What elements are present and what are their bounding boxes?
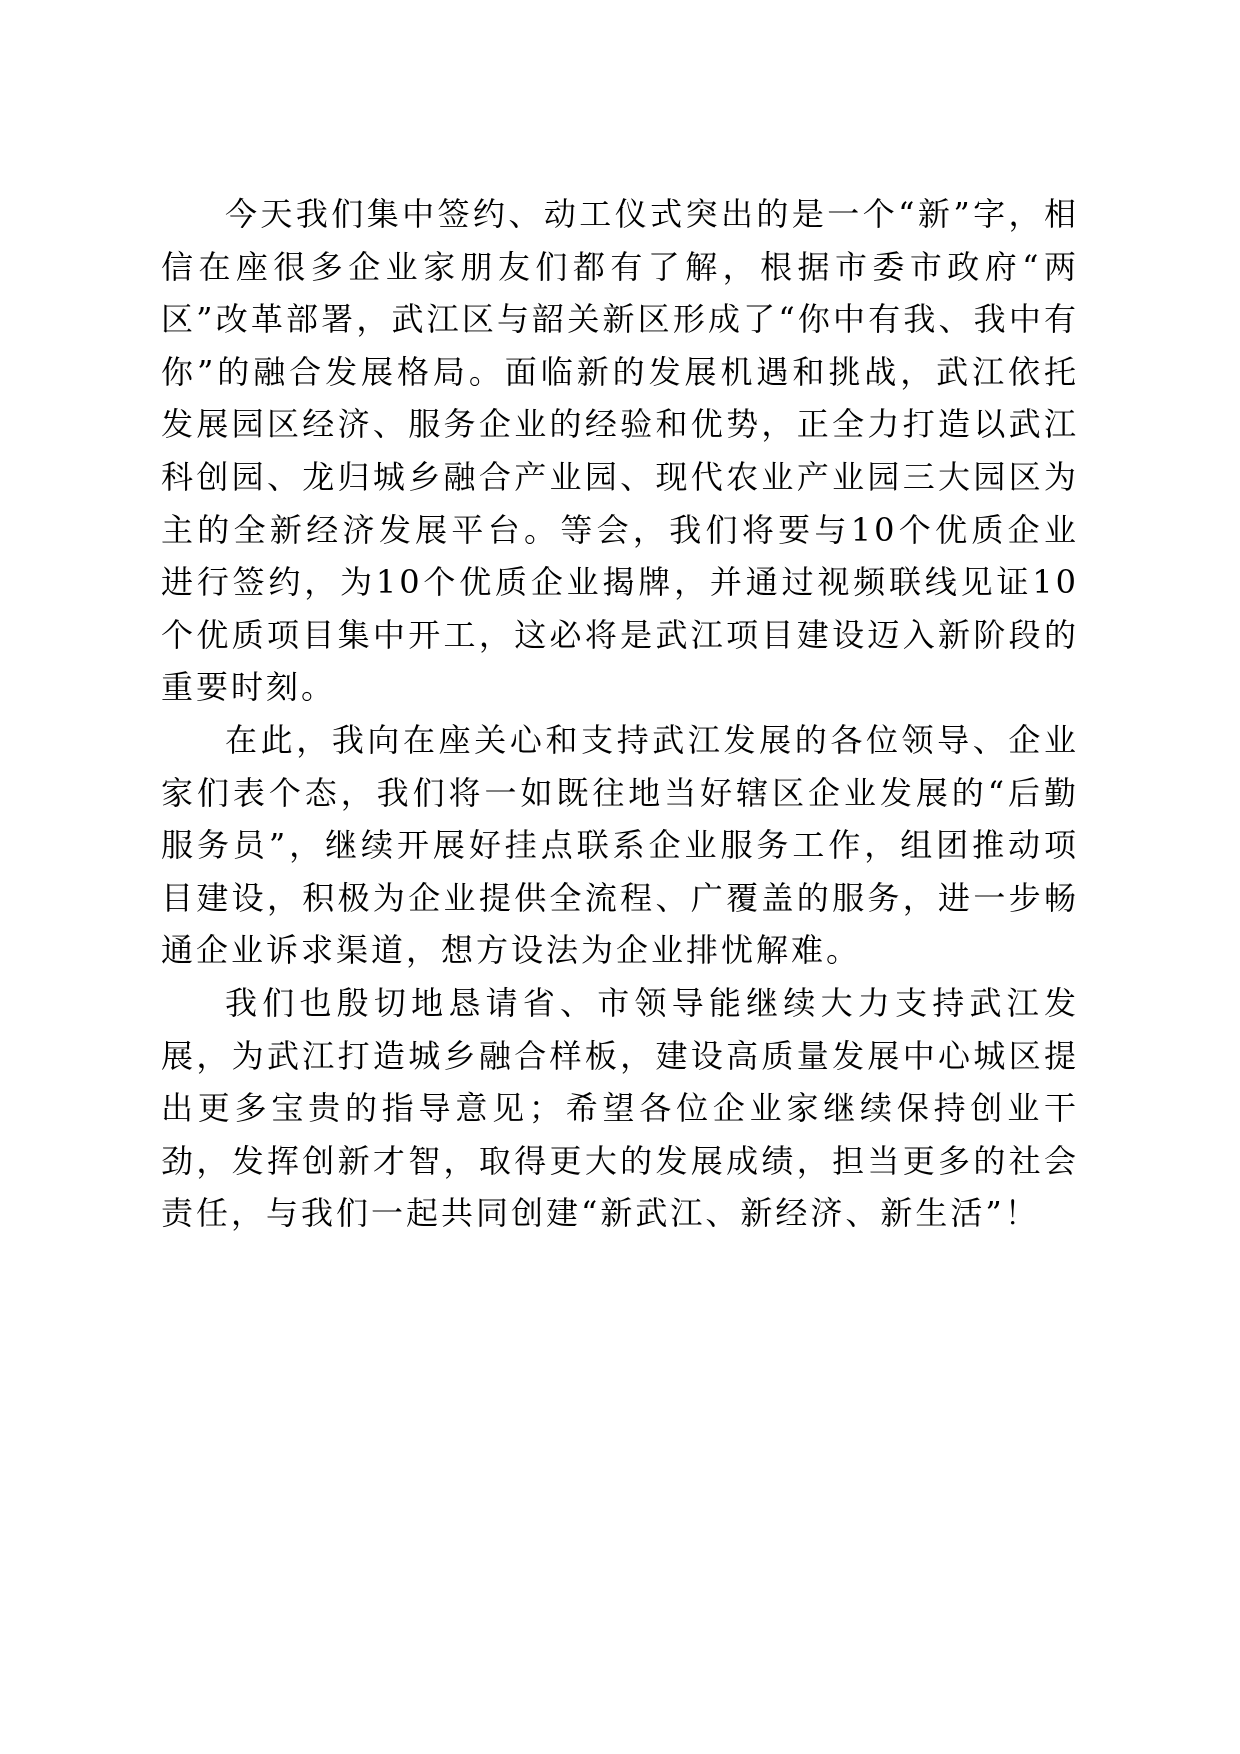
paragraph-1: 今天我们集中签约、动工仪式突出的是一个“新”字，相信在座很多企业家朋友们都有了解，根据市委市政府“两区”改革部署，武江区与韶关新区形成了“你中有我、我中有你”的融合发展格局。面临新的发展机遇和挑战，武江依托发展园区经济、服务企业的经验和优势，正全力打造以武江科创园、龙归城乡融合产业园、现代农业产业园三大园区为主的全新经济发展平台。等会，我们将要与10个优质企业进行签约，为10个优质企业揭牌，并通过视频联线见证10个优质项目集中开工，这必将是武江项目建设迈入新阶段的重要时刻。 bbox=[161, 195, 1079, 707]
paragraph-2: 在此，我向在座关心和支持武江发展的各位领导、企业家们表个态，我们将一如既往地当好辖区企业发展的“后勤服务员”，继续开展好挂点联系企业服务工作，组团推动项目建设，积极为企业提供全流程、广覆盖的服务，进一步畅通企业诉求渠道，想方设法为企业排忧解难。 bbox=[161, 720, 1079, 970]
paragraph-3: 我们也殷切地恳请省、市领导能继续大力支持武江发展，为武江打造城乡融合样板，建设高质量发展中心城区提出更多宝贵的指导意见；希望各位企业家继续保持创业干劲，发挥创新才智，取得更大的发展成绩，担当更多的社会责任，与我们一起共同创建“新武江、新经济、新生活”！ bbox=[161, 983, 1079, 1233]
document-body bbox=[161, 188, 1079, 1240]
